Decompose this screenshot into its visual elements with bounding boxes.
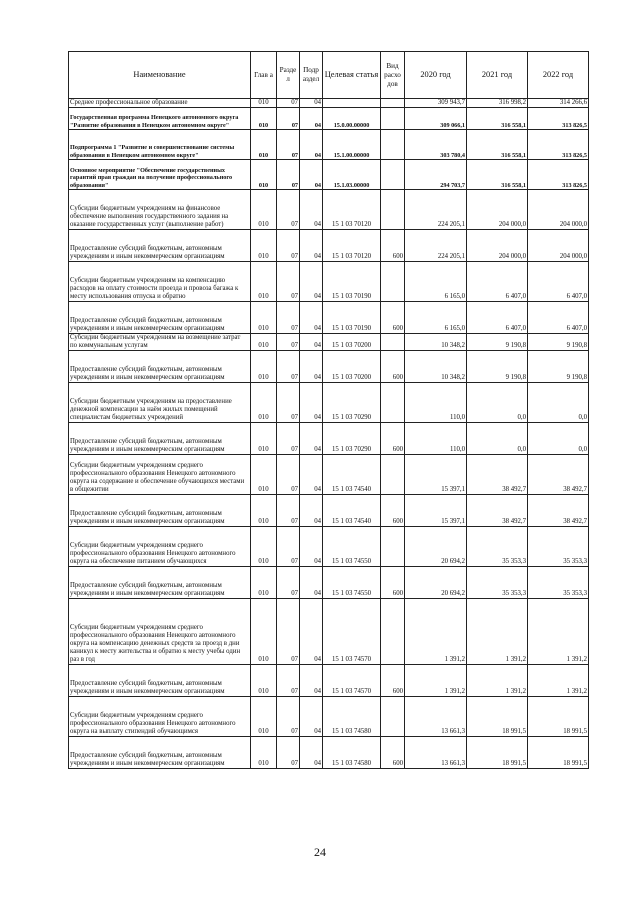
header-expense-type: Вид расхо дов bbox=[381, 52, 405, 99]
row-value-2021: 204 000,0 bbox=[467, 190, 528, 230]
table-row bbox=[69, 262, 589, 302]
header-glava: Глав а bbox=[251, 52, 277, 99]
row-value-2020: 110,0 bbox=[405, 383, 467, 423]
row-glava: 010 bbox=[251, 495, 277, 527]
row-value-2020: 309 943,7 bbox=[405, 99, 467, 108]
row-expense-type: 600 bbox=[381, 737, 405, 769]
row-glava: 010 bbox=[251, 190, 277, 230]
row-glava: 010 bbox=[251, 567, 277, 599]
row-value-2020: 294 703,7 bbox=[405, 160, 467, 190]
row-razdel: 07 bbox=[277, 130, 300, 160]
row-value-2021: 35 353,3 bbox=[467, 527, 528, 567]
row-expense-type bbox=[381, 599, 405, 665]
row-value-2022: 9 190,8 bbox=[528, 351, 589, 383]
row-value-2020: 303 780,4 bbox=[405, 130, 467, 160]
row-expense-type bbox=[381, 527, 405, 567]
row-value-2021: 6 407,0 bbox=[467, 302, 528, 334]
row-value-2021: 9 190,8 bbox=[467, 351, 528, 383]
row-podrazdel: 04 bbox=[300, 455, 323, 495]
row-expense-type bbox=[381, 383, 405, 423]
row-podrazdel: 04 bbox=[300, 737, 323, 769]
row-value-2021: 316 558,1 bbox=[467, 108, 528, 130]
row-razdel: 07 bbox=[277, 230, 300, 262]
row-name: Основное мероприятие "Обеспечение государственных гарантий прав граждан на получение профессионального образования" bbox=[69, 160, 251, 190]
row-target-article: 15.0.00.00000 bbox=[323, 108, 381, 130]
row-value-2021: 18 991,5 bbox=[467, 697, 528, 737]
row-target-article bbox=[323, 99, 381, 108]
row-podrazdel: 04 bbox=[300, 383, 323, 423]
header-year-2022: 2022 год bbox=[528, 52, 589, 99]
header-razdel: Разде л bbox=[277, 52, 300, 99]
row-value-2022: 204 000,0 bbox=[528, 230, 589, 262]
table-row bbox=[69, 230, 589, 262]
row-expense-type bbox=[381, 160, 405, 190]
row-name: Предоставление субсидий бюджетным, автономным учреждениям и иным некоммерческим организациям bbox=[69, 230, 251, 262]
row-expense-type bbox=[381, 108, 405, 130]
row-name: Субсидии бюджетным учреждениям среднего профессионального образования Ненецкого автономного округа на выплату стипендий обучающимся bbox=[69, 697, 251, 737]
row-value-2022: 35 353,3 bbox=[528, 527, 589, 567]
row-podrazdel: 04 bbox=[300, 230, 323, 262]
row-value-2022: 1 391,2 bbox=[528, 599, 589, 665]
table-row bbox=[69, 665, 589, 697]
row-razdel: 07 bbox=[277, 383, 300, 423]
row-razdel: 07 bbox=[277, 567, 300, 599]
header-target-article: Целевая статья bbox=[323, 52, 381, 99]
row-expense-type: 600 bbox=[381, 495, 405, 527]
budget-table bbox=[68, 51, 589, 769]
row-razdel: 07 bbox=[277, 351, 300, 383]
row-expense-type bbox=[381, 262, 405, 302]
table-row bbox=[69, 190, 589, 230]
table-body bbox=[69, 99, 589, 769]
row-name: Субсидии бюджетным учреждениям на финансовое обеспечение выполнения государственного задания на оказание государственных услуг (выполнение работ) bbox=[69, 190, 251, 230]
row-value-2021: 38 492,7 bbox=[467, 455, 528, 495]
row-expense-type: 600 bbox=[381, 230, 405, 262]
row-razdel: 07 bbox=[277, 108, 300, 130]
row-value-2022: 6 407,0 bbox=[528, 302, 589, 334]
row-razdel: 07 bbox=[277, 262, 300, 302]
row-value-2022: 313 826,5 bbox=[528, 130, 589, 160]
table-row bbox=[69, 99, 589, 108]
row-value-2021: 0,0 bbox=[467, 423, 528, 455]
row-expense-type: 600 bbox=[381, 567, 405, 599]
row-value-2021: 316 558,1 bbox=[467, 130, 528, 160]
row-value-2022: 38 492,7 bbox=[528, 455, 589, 495]
row-razdel: 07 bbox=[277, 334, 300, 351]
row-name: Субсидии бюджетным учреждениям среднего профессионального образования Ненецкого автономного округа на содержание и обеспечение обучающихся местами в общежитии bbox=[69, 455, 251, 495]
row-podrazdel: 04 bbox=[300, 334, 323, 351]
table-row bbox=[69, 423, 589, 455]
row-expense-type bbox=[381, 334, 405, 351]
row-value-2021: 204 000,0 bbox=[467, 230, 528, 262]
table-row bbox=[69, 351, 589, 383]
row-razdel: 07 bbox=[277, 527, 300, 567]
row-value-2021: 38 492,7 bbox=[467, 495, 528, 527]
row-name: Предоставление субсидий бюджетным, автономным учреждениям и иным некоммерческим организациям bbox=[69, 495, 251, 527]
row-expense-type: 600 bbox=[381, 302, 405, 334]
row-expense-type: 600 bbox=[381, 423, 405, 455]
row-value-2020: 6 165,0 bbox=[405, 302, 467, 334]
row-target-article: 15 1 03 74570 bbox=[323, 599, 381, 665]
row-razdel: 07 bbox=[277, 495, 300, 527]
row-target-article: 15 1 03 70190 bbox=[323, 262, 381, 302]
row-glava: 010 bbox=[251, 230, 277, 262]
row-razdel: 07 bbox=[277, 99, 300, 108]
table-row bbox=[69, 737, 589, 769]
row-value-2020: 13 661,3 bbox=[405, 737, 467, 769]
table-row bbox=[69, 495, 589, 527]
row-razdel: 07 bbox=[277, 665, 300, 697]
row-target-article: 15 1 03 70120 bbox=[323, 190, 381, 230]
header-name: Наименование bbox=[69, 52, 251, 99]
header-year-2021: 2021 год bbox=[467, 52, 528, 99]
row-glava: 010 bbox=[251, 697, 277, 737]
row-glava: 010 bbox=[251, 262, 277, 302]
row-value-2020: 15 397,1 bbox=[405, 495, 467, 527]
row-glava: 010 bbox=[251, 665, 277, 697]
row-glava: 010 bbox=[251, 351, 277, 383]
row-podrazdel: 04 bbox=[300, 190, 323, 230]
row-podrazdel: 04 bbox=[300, 495, 323, 527]
row-podrazdel: 04 bbox=[300, 262, 323, 302]
table-row bbox=[69, 334, 589, 351]
row-razdel: 07 bbox=[277, 423, 300, 455]
header-podrazdel: Подр аздел bbox=[300, 52, 323, 99]
row-razdel: 07 bbox=[277, 455, 300, 495]
table-row bbox=[69, 455, 589, 495]
row-target-article: 15 1 03 70290 bbox=[323, 423, 381, 455]
row-name: Подпрограмма 1 "Развитие и совершенствование системы образования в Ненецком автономном округе" bbox=[69, 130, 251, 160]
row-value-2022: 6 407,0 bbox=[528, 262, 589, 302]
table-row bbox=[69, 383, 589, 423]
row-razdel: 07 bbox=[277, 697, 300, 737]
row-value-2020: 1 391,2 bbox=[405, 665, 467, 697]
row-podrazdel: 04 bbox=[300, 108, 323, 130]
row-podrazdel: 04 bbox=[300, 527, 323, 567]
row-value-2020: 10 348,2 bbox=[405, 351, 467, 383]
row-glava: 010 bbox=[251, 527, 277, 567]
row-value-2022: 313 826,5 bbox=[528, 160, 589, 190]
row-value-2020: 20 694,2 bbox=[405, 567, 467, 599]
row-target-article: 15 1 03 74570 bbox=[323, 665, 381, 697]
row-name: Субсидии бюджетным учреждениям на компенсацию расходов на оплату стоимости проезда и провоза багажа к месту использования отпуска и обратно bbox=[69, 262, 251, 302]
row-value-2021: 1 391,2 bbox=[467, 665, 528, 697]
header-year-2020: 2020 год bbox=[405, 52, 467, 99]
row-value-2020: 224 205,1 bbox=[405, 230, 467, 262]
table-row bbox=[69, 567, 589, 599]
row-glava: 010 bbox=[251, 108, 277, 130]
row-value-2021: 35 353,3 bbox=[467, 567, 528, 599]
row-glava: 010 bbox=[251, 737, 277, 769]
row-podrazdel: 04 bbox=[300, 160, 323, 190]
row-value-2022: 35 353,3 bbox=[528, 567, 589, 599]
row-name: Субсидии бюджетным учреждениям среднего профессионального образования Ненецкого автономного округа на обеспечение питанием обучающихся bbox=[69, 527, 251, 567]
row-name: Государственная программа Ненецкого автономного округа "Развитие образования в Ненецком автономном округе" bbox=[69, 108, 251, 130]
row-name: Среднее профессиональное образование bbox=[69, 99, 251, 108]
page-number: 24 bbox=[314, 845, 326, 859]
row-value-2022: 314 266,6 bbox=[528, 99, 589, 108]
row-expense-type: 600 bbox=[381, 351, 405, 383]
row-glava: 010 bbox=[251, 334, 277, 351]
row-name: Предоставление субсидий бюджетным, автономным учреждениям и иным некоммерческим организациям bbox=[69, 351, 251, 383]
row-expense-type bbox=[381, 455, 405, 495]
row-glava: 010 bbox=[251, 160, 277, 190]
row-target-article: 15 1 03 70190 bbox=[323, 302, 381, 334]
row-target-article: 15 1 03 74580 bbox=[323, 697, 381, 737]
row-podrazdel: 04 bbox=[300, 665, 323, 697]
row-name: Предоставление субсидий бюджетным, автономным учреждениям и иным некоммерческим организациям bbox=[69, 737, 251, 769]
row-value-2020: 10 348,2 bbox=[405, 334, 467, 351]
row-value-2022: 204 000,0 bbox=[528, 190, 589, 230]
row-value-2021: 1 391,2 bbox=[467, 599, 528, 665]
row-value-2022: 38 492,7 bbox=[528, 495, 589, 527]
row-podrazdel: 04 bbox=[300, 302, 323, 334]
row-razdel: 07 bbox=[277, 190, 300, 230]
row-value-2021: 6 407,0 bbox=[467, 262, 528, 302]
row-glava: 010 bbox=[251, 130, 277, 160]
row-value-2022: 0,0 bbox=[528, 383, 589, 423]
row-value-2020: 6 165,0 bbox=[405, 262, 467, 302]
row-glava: 010 bbox=[251, 302, 277, 334]
row-name: Предоставление субсидий бюджетным, автономным учреждениям и иным некоммерческим организациям bbox=[69, 302, 251, 334]
row-name: Предоставление субсидий бюджетным, автономным учреждениям и иным некоммерческим организациям bbox=[69, 423, 251, 455]
row-value-2021: 18 991,5 bbox=[467, 737, 528, 769]
row-podrazdel: 04 bbox=[300, 697, 323, 737]
row-razdel: 07 bbox=[277, 737, 300, 769]
row-value-2022: 1 391,2 bbox=[528, 665, 589, 697]
row-value-2020: 224 205,1 bbox=[405, 190, 467, 230]
row-podrazdel: 04 bbox=[300, 567, 323, 599]
table-row bbox=[69, 160, 589, 190]
row-podrazdel: 04 bbox=[300, 351, 323, 383]
row-value-2021: 316 558,1 bbox=[467, 160, 528, 190]
row-value-2022: 9 190,8 bbox=[528, 334, 589, 351]
table-row bbox=[69, 697, 589, 737]
row-value-2022: 18 991,5 bbox=[528, 697, 589, 737]
row-target-article: 15 1 03 74540 bbox=[323, 455, 381, 495]
row-razdel: 07 bbox=[277, 302, 300, 334]
row-target-article: 15 1 03 70200 bbox=[323, 351, 381, 383]
row-value-2022: 313 826,5 bbox=[528, 108, 589, 130]
row-value-2021: 9 190,8 bbox=[467, 334, 528, 351]
table-row bbox=[69, 130, 589, 160]
row-glava: 010 bbox=[251, 383, 277, 423]
row-name: Субсидии бюджетным учреждениям на предоставление денежной компенсации за наём жилых помещений специалистам бюджетных учреждений bbox=[69, 383, 251, 423]
table-row bbox=[69, 599, 589, 665]
table-row bbox=[69, 527, 589, 567]
row-expense-type bbox=[381, 99, 405, 108]
row-glava: 010 bbox=[251, 599, 277, 665]
row-target-article: 15 1 03 70200 bbox=[323, 334, 381, 351]
row-target-article: 15 1 03 74550 bbox=[323, 527, 381, 567]
row-expense-type bbox=[381, 697, 405, 737]
row-glava: 010 bbox=[251, 455, 277, 495]
row-value-2022: 18 991,5 bbox=[528, 737, 589, 769]
row-expense-type: 600 bbox=[381, 665, 405, 697]
row-name: Субсидии бюджетным учреждениям на возмещение затрат по коммунальным услугам bbox=[69, 334, 251, 351]
row-name: Предоставление субсидий бюджетным, автономным учреждениям и иным некоммерческим организациям bbox=[69, 567, 251, 599]
row-value-2020: 15 397,1 bbox=[405, 455, 467, 495]
row-value-2021: 316 998,2 bbox=[467, 99, 528, 108]
row-target-article: 15 1 03 70290 bbox=[323, 383, 381, 423]
row-glava: 010 bbox=[251, 423, 277, 455]
row-value-2020: 110,0 bbox=[405, 423, 467, 455]
row-glava: 010 bbox=[251, 99, 277, 108]
row-target-article: 15.1.03.00000 bbox=[323, 160, 381, 190]
row-target-article: 15 1 03 74550 bbox=[323, 567, 381, 599]
row-podrazdel: 04 bbox=[300, 130, 323, 160]
row-target-article: 15 1 03 74540 bbox=[323, 495, 381, 527]
row-name: Предоставление субсидий бюджетным, автономным учреждениям и иным некоммерческим организациям bbox=[69, 665, 251, 697]
row-value-2020: 20 694,2 bbox=[405, 527, 467, 567]
table-header-row bbox=[69, 52, 589, 99]
row-value-2021: 0,0 bbox=[467, 383, 528, 423]
row-target-article: 15 1 03 70120 bbox=[323, 230, 381, 262]
row-name: Субсидии бюджетным учреждениям среднего профессионального образования Ненецкого автономного округа на компенсацию денежных средств за проезд в дни каникул к месту жительства и обратно к месту учебы один раз в год bbox=[69, 599, 251, 665]
row-value-2020: 13 661,3 bbox=[405, 697, 467, 737]
table-row bbox=[69, 302, 589, 334]
row-value-2020: 309 066,1 bbox=[405, 108, 467, 130]
row-expense-type bbox=[381, 130, 405, 160]
table-row bbox=[69, 108, 589, 130]
row-target-article: 15 1 03 74580 bbox=[323, 737, 381, 769]
row-razdel: 07 bbox=[277, 160, 300, 190]
row-podrazdel: 04 bbox=[300, 599, 323, 665]
row-expense-type bbox=[381, 190, 405, 230]
row-podrazdel: 04 bbox=[300, 423, 323, 455]
row-podrazdel: 04 bbox=[300, 99, 323, 108]
row-value-2022: 0,0 bbox=[528, 423, 589, 455]
row-value-2020: 1 391,2 bbox=[405, 599, 467, 665]
row-razdel: 07 bbox=[277, 599, 300, 665]
row-target-article: 15.1.00.00000 bbox=[323, 130, 381, 160]
